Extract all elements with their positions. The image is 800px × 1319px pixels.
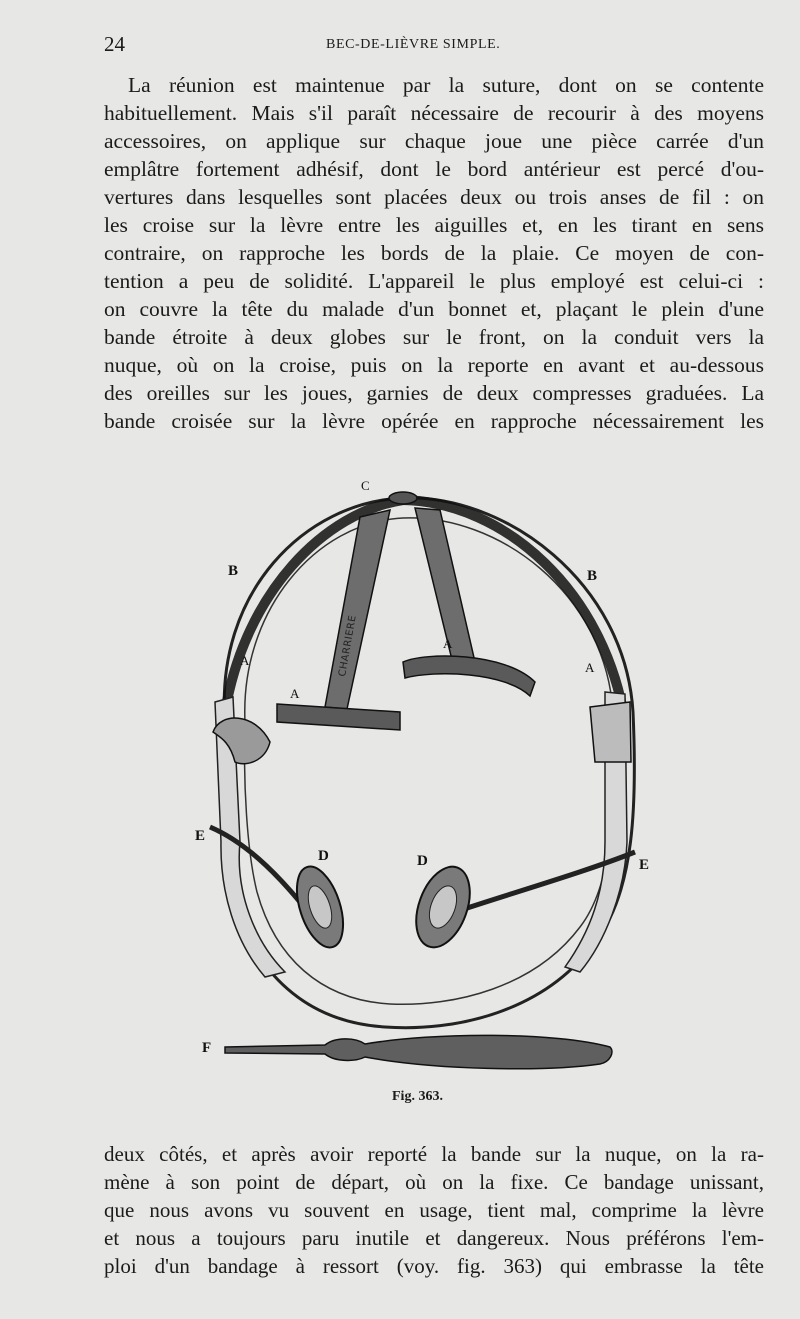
bandage-illustration <box>185 472 655 1087</box>
text-line: nuque, où on la croise, puis on la reporte en avant et au-dessous <box>104 353 764 377</box>
text-line: ploi d'un bandage à ressort (voy. fig. 363) qui embrasse la tête <box>104 1254 764 1278</box>
text-line: et nous a toujours paru inutile et dangereux. Nous préférons l'em- <box>104 1226 764 1250</box>
running-head: BEC-DE-LIÈVRE SIMPLE. <box>326 37 501 52</box>
text-line: mène à son point de départ, où on la fixe. Ce bandage unissant, <box>104 1170 764 1194</box>
label-f: F <box>202 1040 212 1056</box>
text-line: accessoires, on applique sur chaque joue une pièce carrée d'un <box>104 129 764 153</box>
text-line: les croise sur la lèvre entre les aiguilles et, en les tirant en sens <box>104 213 764 237</box>
plate-center <box>403 656 535 696</box>
label-a-right-strap: A <box>585 660 595 675</box>
label-b-left: B <box>228 563 239 579</box>
label-e-right: E <box>639 857 650 873</box>
paragraph-top <box>104 71 764 435</box>
label-a-left-strap: A <box>240 653 250 668</box>
figure-caption: Fig. 363. <box>392 1089 443 1104</box>
text-line: on couvre la tête du malade d'un bonnet et, plaçant le plein d'une <box>104 297 764 321</box>
label-a-center-plate: A <box>443 636 453 651</box>
adjusting-key <box>225 1035 612 1068</box>
text-line: La réunion est maintenue par la suture, dont on se contente <box>128 73 764 97</box>
text-line: bande croisée sur la lèvre opérée en rapproche nécessairement les <box>104 409 764 433</box>
page-header <box>104 32 764 58</box>
label-e-left: E <box>195 828 206 844</box>
text-line: deux côtés, et après avoir reporté la bande sur la nuque, on la ra- <box>104 1142 764 1166</box>
page-number: 24 <box>104 32 125 56</box>
plate-left <box>277 704 400 730</box>
text-line: que nous avons vu souvent en usage, tient mal, comprime la lèvre <box>104 1198 764 1222</box>
temple-buckle-right <box>590 702 631 762</box>
figure-363-spring-bandage <box>185 472 655 1087</box>
label-d-right: D <box>417 853 428 869</box>
label-a-left-plate: A <box>290 686 300 701</box>
text-line: des oreilles sur les joues, garnies de deux compresses graduées. La <box>104 381 764 405</box>
text-line: bande étroite à deux globes sur le front, on la conduit vers la <box>104 325 764 349</box>
text-line: emplâtre fortement adhésif, dont le bord antérieur est percé d'ou- <box>104 157 764 181</box>
label-b-right: B <box>587 568 598 584</box>
text-line: contraire, on rapproche les bords de la plaie. Ce moyen de con- <box>104 241 764 265</box>
label-c: C <box>361 478 370 493</box>
label-d-left: D <box>318 848 329 864</box>
maker-stamp: CHARRIERE <box>337 614 359 678</box>
text-line: vertures dans lesquelles sont placées deux ou trois anses de fil : on <box>104 185 764 209</box>
text-line: tention a peu de solidité. L'appareil le plus employé est celui-ci : <box>104 269 764 293</box>
text-line: habituellement. Mais s'il paraît nécessaire de recourir à des moyens <box>104 101 764 125</box>
crown-joint <box>389 492 417 504</box>
paragraph-bottom <box>104 1140 764 1280</box>
